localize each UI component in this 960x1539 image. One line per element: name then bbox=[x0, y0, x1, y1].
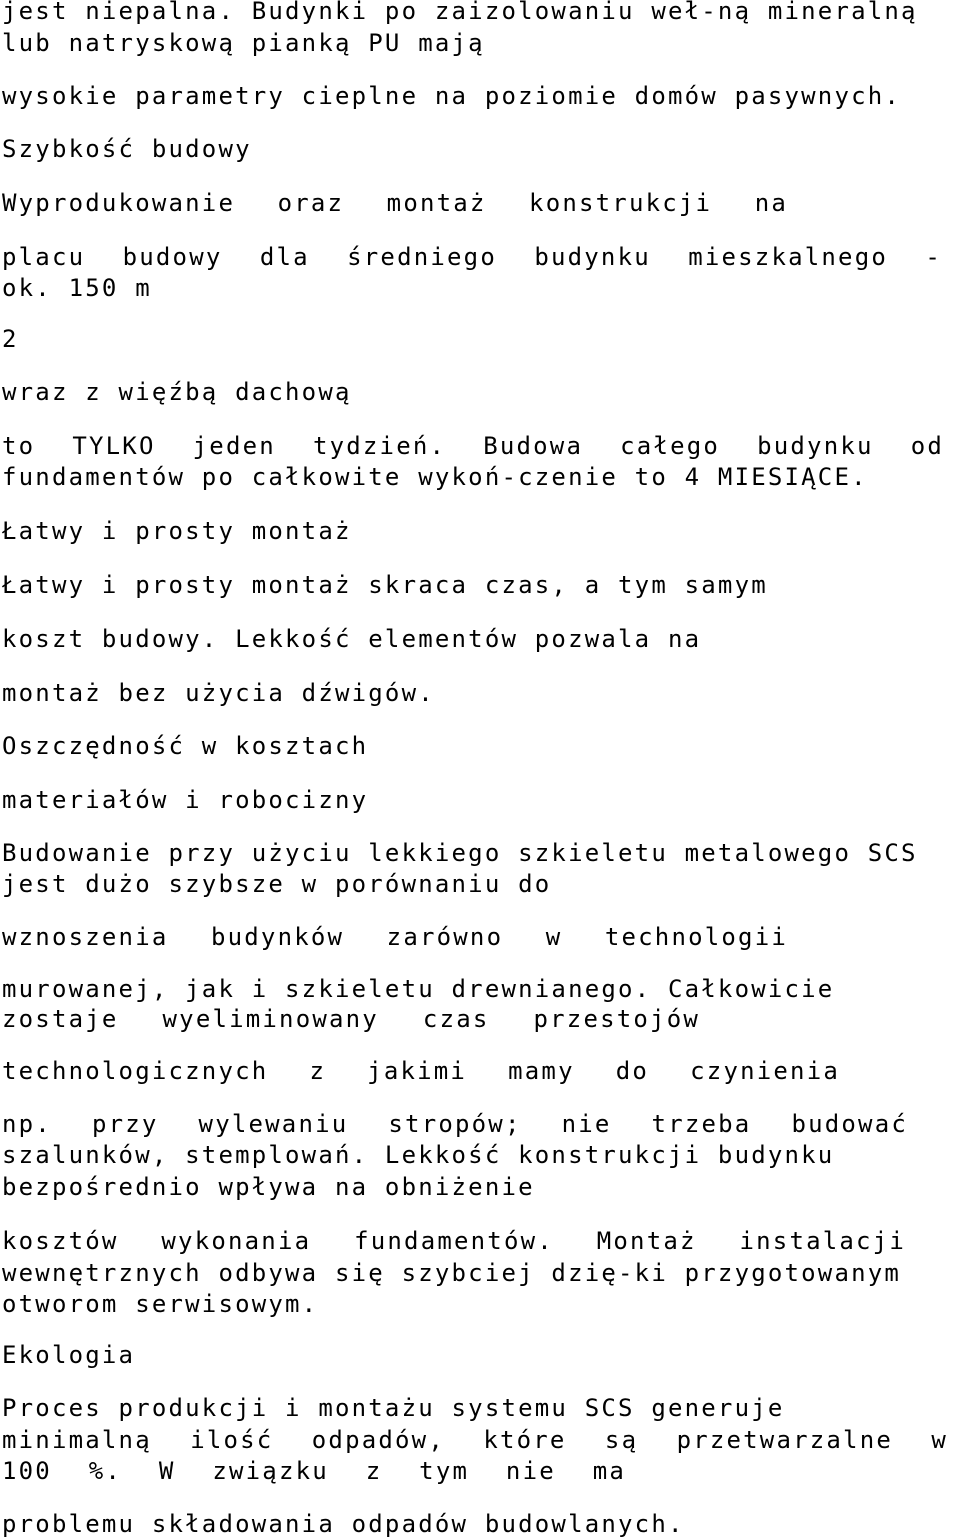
text-line: murowanej, jak i szkieletu drewnianego. Całkowicie bbox=[2, 975, 835, 1003]
section-heading: Szybkość budowy bbox=[2, 135, 252, 163]
text-line: Budowanie przy użyciu lekkiego szkieletu metalowego SCS bbox=[2, 839, 918, 867]
text-line: bezpośrednio wpływa na obniżenie bbox=[2, 1173, 535, 1201]
text-line: szalunków, stemplowań. Lekkość konstrukcji budynku bbox=[2, 1141, 835, 1169]
text-line: Wyprodukowanie oraz montaż konstrukcji na bbox=[2, 189, 788, 217]
text-line: np. przy wylewaniu stropów; nie trzeba budować bbox=[2, 1110, 908, 1138]
section-heading: Łatwy i prosty montaż bbox=[2, 517, 352, 545]
text-line: minimalną ilość odpadów, które są przetwarzalne w bbox=[2, 1426, 948, 1454]
text-line: ok. 150 m bbox=[2, 274, 152, 302]
text-line: fundamentów po całkowite wykoń-czenie to 4 MIESIĄCE. bbox=[2, 463, 868, 491]
text-line: problemu składowania odpadów budowlanych. bbox=[2, 1510, 685, 1538]
text-line: montaż bez użycia dźwigów. bbox=[2, 679, 435, 707]
text-line: Łatwy i prosty montaż skraca czas, a tym samym bbox=[2, 571, 768, 599]
section-heading: materiałów i robocizny bbox=[2, 786, 369, 814]
section-heading: Oszczędność w kosztach bbox=[2, 732, 369, 760]
text-line: placu budowy dla średniego budynku mieszkalnego - bbox=[2, 243, 942, 271]
text-line: jest niepalna. Budynki po zaizolowaniu weł-ną mineralną bbox=[2, 0, 918, 25]
text-line: lub natryskową pianką PU mają bbox=[2, 29, 485, 57]
text-line: koszt budowy. Lekkość elementów pozwala na bbox=[2, 625, 702, 653]
text-line: otworom serwisowym. bbox=[2, 1290, 319, 1318]
section-heading: Ekologia bbox=[2, 1341, 136, 1369]
text-line: Proces produkcji i montażu systemu SCS generuje bbox=[2, 1394, 785, 1422]
text-line: zostaje wyeliminowany czas przestojów bbox=[2, 1005, 700, 1033]
text-line: wysokie parametry cieplne na poziomie domów pasywnych. bbox=[2, 82, 902, 110]
text-line: wznoszenia budynków zarówno w technologii bbox=[2, 923, 788, 951]
text-line: jest dużo szybsze w porównaniu do bbox=[2, 870, 552, 898]
text-line: 100 %. W związku z tym nie ma bbox=[2, 1457, 626, 1485]
text-line: kosztów wykonania fundamentów. Montaż instalacji bbox=[2, 1227, 906, 1255]
superscript-text: 2 bbox=[2, 325, 19, 353]
text-line: wraz z więźbą dachową bbox=[2, 378, 352, 406]
text-line: to TYLKO jeden tydzień. Budowa całego budynku od bbox=[2, 432, 944, 460]
text-line: wewnętrznych odbywa się szybciej dzię-ki przygotowanym bbox=[2, 1259, 902, 1287]
text-line: technologicznych z jakimi mamy do czynienia bbox=[2, 1057, 840, 1085]
